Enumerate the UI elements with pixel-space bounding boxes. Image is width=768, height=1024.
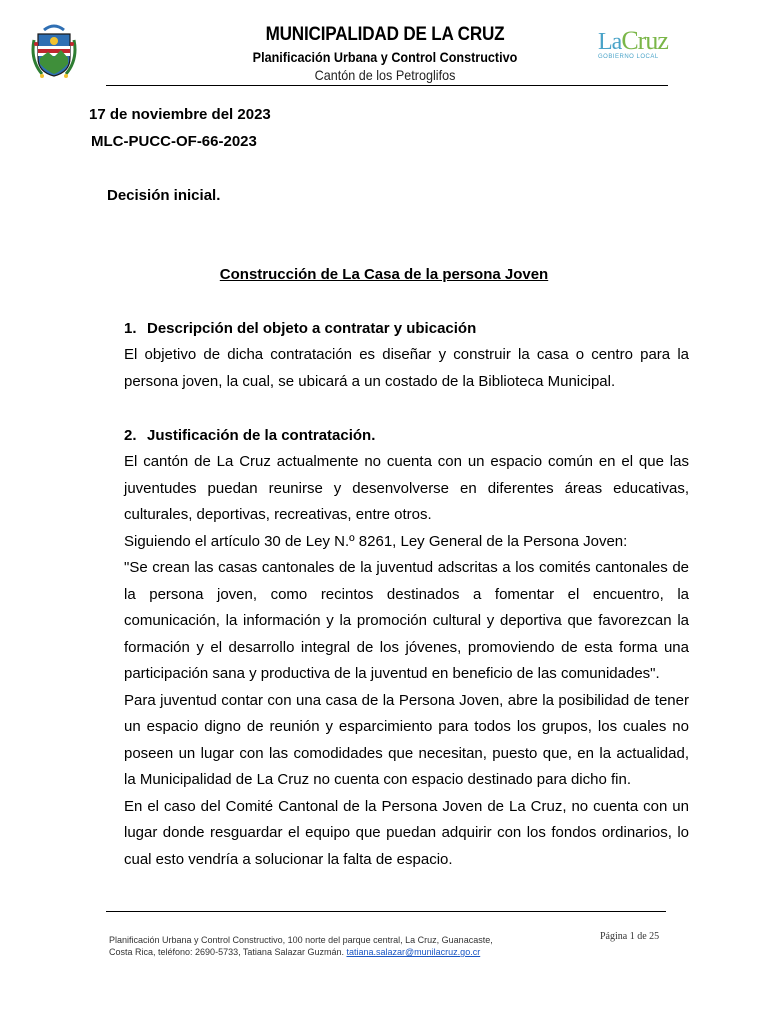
page-number: Página 1 de 25 [600, 931, 660, 942]
section-1-body [124, 342, 689, 395]
section-2-paragraph-4: Para juventud contar con una casa de la Persona Joven, abre la posibilidad de tener un espacio digno de reunión y esparcimiento para todos los grupos, los cuales no poseen un lugar con las comodidades que necesitan, puesto que, en la actualidad, la Municipalidad de La Cruz no cuenta con espacio destinado para dicho fin. [124, 691, 689, 788]
decision-label: Decisión inicial. [107, 187, 221, 204]
section-1-heading [124, 320, 476, 337]
header-subtitle: Planificación Urbana y Control Constructivo [252, 49, 518, 65]
footer-email-link[interactable]: tatiana.salazar@munilacruz.go.cr [346, 947, 481, 957]
section-2-number: 2. [124, 427, 137, 444]
la-cruz-logo [598, 26, 688, 62]
footer-address: Planificación Urbana y Control Constructivo, 100 norte del parque central, La Cruz, Guanacaste, Costa Rica, teléfono: 2690-5733, Tatiana Salazar Guzmán. [109, 935, 493, 957]
document-reference: MLC-PUCC-OF-66-2023 [91, 133, 257, 150]
document-date: 17 de noviembre del 2023 [89, 106, 271, 123]
municipal-seal-icon [30, 20, 78, 80]
logo-text-cruz: Cruz [621, 26, 668, 55]
section-1-number: 1. [124, 320, 137, 337]
section-2-title: Justificación de la contratación. [147, 427, 376, 444]
footer-address-block [109, 934, 509, 958]
section-2-quote: "Se crean las casas cantonales de la juventud adscritas a los comités cantonales de la persona joven, como recintos destinados a fomentar el encuentro, la comunicación, la información y la promoción cultural y deportiva que favorezcan la formación y el desarrollo integral de los jóvenes, promoviendo de esta forma una participación sana y productiva de la juventud en beneficio de las comunidades". [124, 559, 689, 682]
section-1-title: Descripción del objeto a contratar y ubicación [147, 320, 477, 337]
section-2-paragraph-1: El cantón de La Cruz actualmente no cuenta con un espacio común en el que las juventudes puedan reunirse y desenvolverse en diferentes áreas educativas, culturales, deportivas, recreativas, entre otros. [124, 453, 689, 523]
section-2-paragraph-5: En el caso del Comité Cantonal de la Persona Joven de La Cruz, no cuenta con un lugar donde resguardar el equipo que puedan adquirir con los fondos ordinarios, lo cual esto vendría a solucionar la falta de espacio. [124, 797, 689, 868]
header-canton: Cantón de los Petroglifos [314, 67, 456, 83]
document-subject-wrap [0, 266, 768, 284]
logo-subtitle: GOBIERNO LOCAL [598, 54, 659, 60]
section-2-paragraph-2: Siguiendo el artículo 30 de Ley N.º 8261, Ley General de la Persona Joven: [124, 532, 628, 550]
section-2-heading [124, 427, 375, 444]
document-subject: Construcción de La Casa de la persona Joven [219, 266, 549, 283]
logo-text-la: La [598, 29, 622, 55]
section-2-body [124, 449, 689, 873]
footer-divider [106, 911, 666, 912]
section-1-text: El objetivo de dicha contratación es diseñar y construir la casa o centro para la persona joven, la cual, se ubicará a un costado de la Biblioteca Municipal. [124, 346, 689, 390]
header-title: MUNICIPALIDAD DE LA CRUZ [265, 24, 505, 45]
header-divider [106, 85, 668, 86]
